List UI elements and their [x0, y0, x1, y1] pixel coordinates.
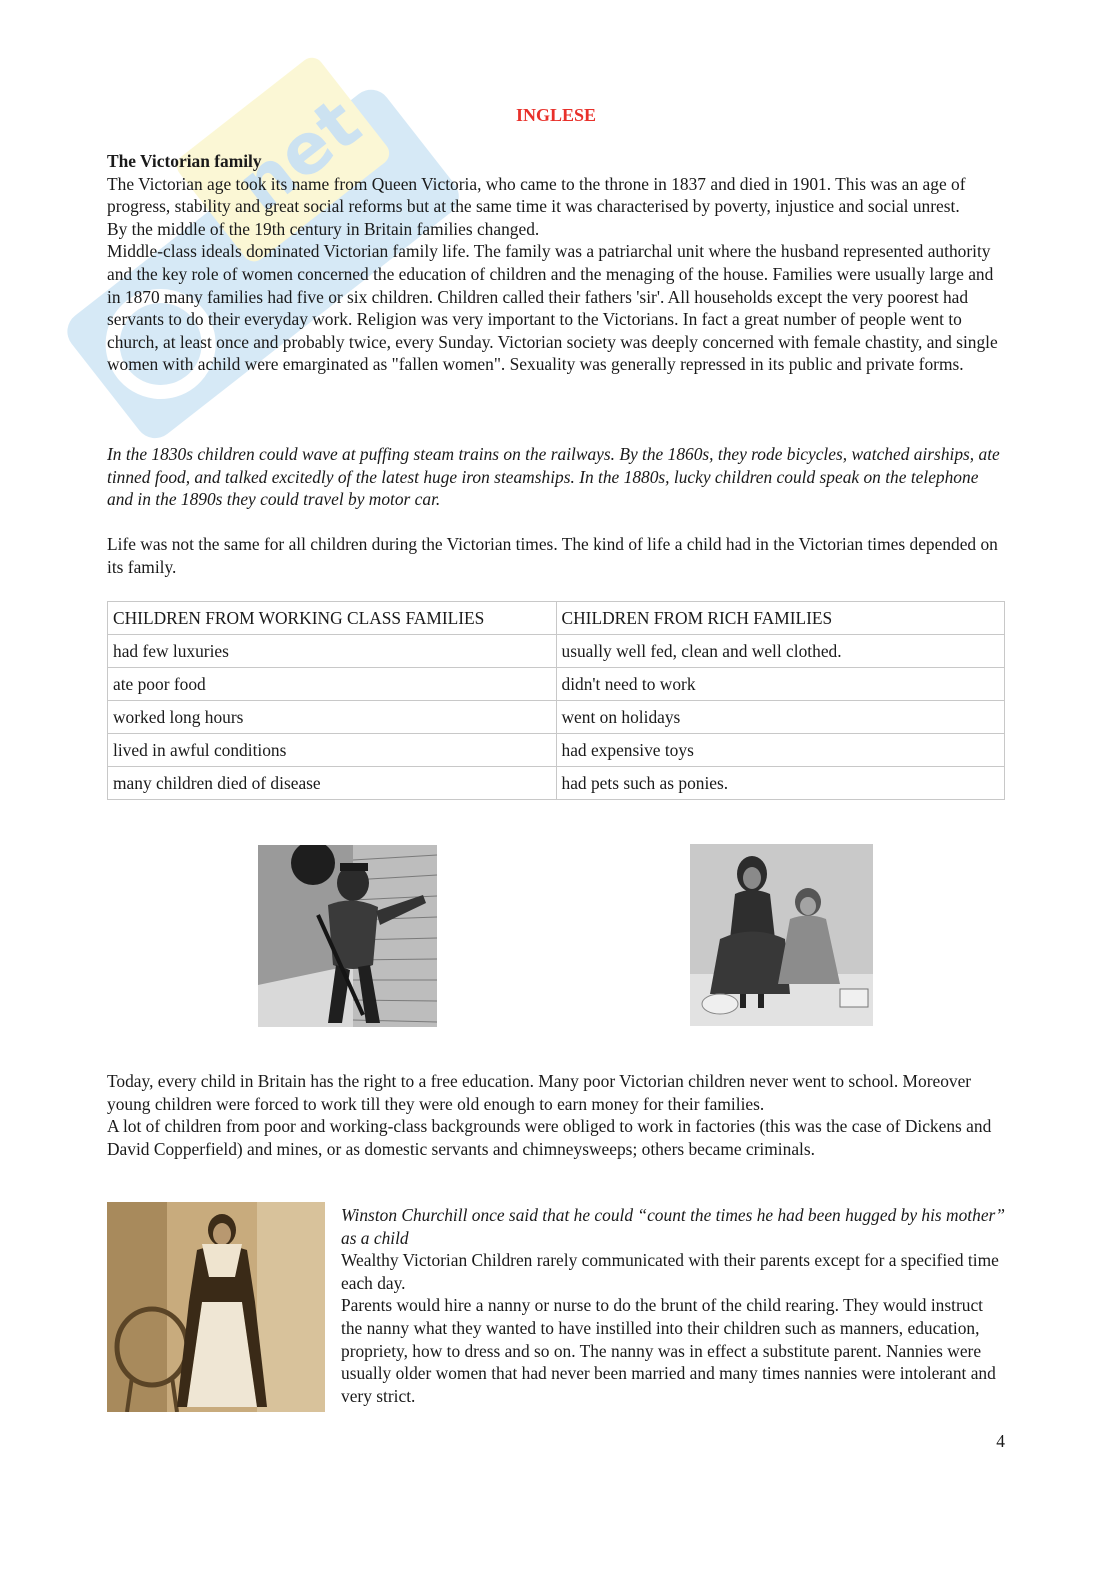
rich-girls-photo — [690, 844, 873, 1026]
table-cell: ate poor food — [108, 668, 557, 701]
paragraph-child-labour: A lot of children from poor and working-class backgrounds were obliged to work in factories (this was the case of Dickens and David Copperfield) and mines, or as domestic servants and chimneysweeps; others became criminals. — [107, 1116, 992, 1159]
section-title: The Victorian family — [107, 151, 262, 171]
table-row — [108, 701, 1005, 734]
paragraph-intro: The Victorian age took its name from Queen Victoria, who came to the throne in 1837 and died in 1901. This was an age of progress, stability and great social reforms but at the same time it was characterised by poverty, injustice and social unrest. — [107, 173, 966, 217]
paragraph-families-changed: By the middle of the 19th century in Britain families changed. — [107, 218, 540, 239]
table-cell: had few luxuries — [108, 635, 557, 668]
education-section — [107, 1070, 1005, 1160]
table-cell: had expensive toys — [556, 734, 1005, 767]
victorian-family-section — [107, 150, 1005, 376]
nanny-section — [341, 1204, 1005, 1407]
subject-heading: INGLESE — [515, 105, 597, 125]
table-header-row — [108, 602, 1005, 635]
table-cell: usually well fed, clean and well clothed. — [556, 635, 1005, 668]
table-cell: had pets such as ponies. — [556, 767, 1005, 800]
italic-paragraph: In the 1830s children could wave at puffing steam trains on the railways. By the 1860s, they rode bicycles, watched airships, ate tinned food, and talked excitedly of the latest huge iron steamships. In the 1880s, lucky children could speak on the telephone and in the 1890s they could travel by motor car. — [107, 444, 1000, 510]
table-header-working-class: CHILDREN FROM WORKING CLASS FAMILIES — [108, 602, 557, 635]
paragraph-free-education: Today, every child in Britain has the right to a free education. Many poor Victorian children never went to school. Moreover young children were forced to work till they were old enough to earn money for their families. — [107, 1071, 972, 1114]
table-cell: lived in awful conditions — [108, 734, 557, 767]
nanny-photo — [107, 1202, 325, 1412]
paragraph-middle-class: Middle-class ideals dominated Victorian family life. The family was a patriarchal unit where the husband represented authority and the key role of women concerned the education of children and the menaging of the house. Families were usually large and in 1870 many families had five or six children. Children called their fathers 'sir'. All households except the very poorest had servants to do their everyday work. Religion was very important to the Victorians. In fact a great number of people went to church, at least once and probably twice, every Sunday. Victorian society was deeply concerned with female chastity, and single women with achild were emarginated as "fallen women". Sexuality was generally repressed in its public and private forms. — [107, 241, 998, 375]
paragraph-nanny-role: Parents would hire a nanny or nurse to do the brunt of the child rearing. They would instruct the nanny what they wanted to have instilled into their children such as manners, education, propriety, how to dress and so on. The nanny was in effect a substitute parent. Nannies were usually older women that had never been married and many times nannies were intolerant and very strict. — [341, 1295, 996, 1406]
table-row — [108, 668, 1005, 701]
table-row — [108, 635, 1005, 668]
table-header-rich: CHILDREN FROM RICH FAMILIES — [556, 602, 1005, 635]
table-intro-paragraph: Life was not the same for all children during the Victorian times. The kind of life a child had in the Victorian times depended on its family. — [107, 534, 998, 577]
paragraph-wealthy-children: Wealthy Victorian Children rarely communicated with their parents except for a specified time each day. — [341, 1250, 999, 1293]
table-cell: didn't need to work — [556, 668, 1005, 701]
watermark-text: net — [222, 82, 376, 228]
table-cell: went on holidays — [556, 701, 1005, 734]
chimney-sweep-photo — [258, 845, 437, 1027]
page-number: 4 — [996, 1431, 1005, 1451]
table-cell: worked long hours — [108, 701, 557, 734]
table-cell: many children died of disease — [108, 767, 557, 800]
churchill-quote: Winston Churchill once said that he could “count the times he had been hugged by his mother” as a child — [341, 1205, 1005, 1248]
table-row — [108, 767, 1005, 800]
table-row — [108, 734, 1005, 767]
comparison-table — [107, 601, 1005, 800]
